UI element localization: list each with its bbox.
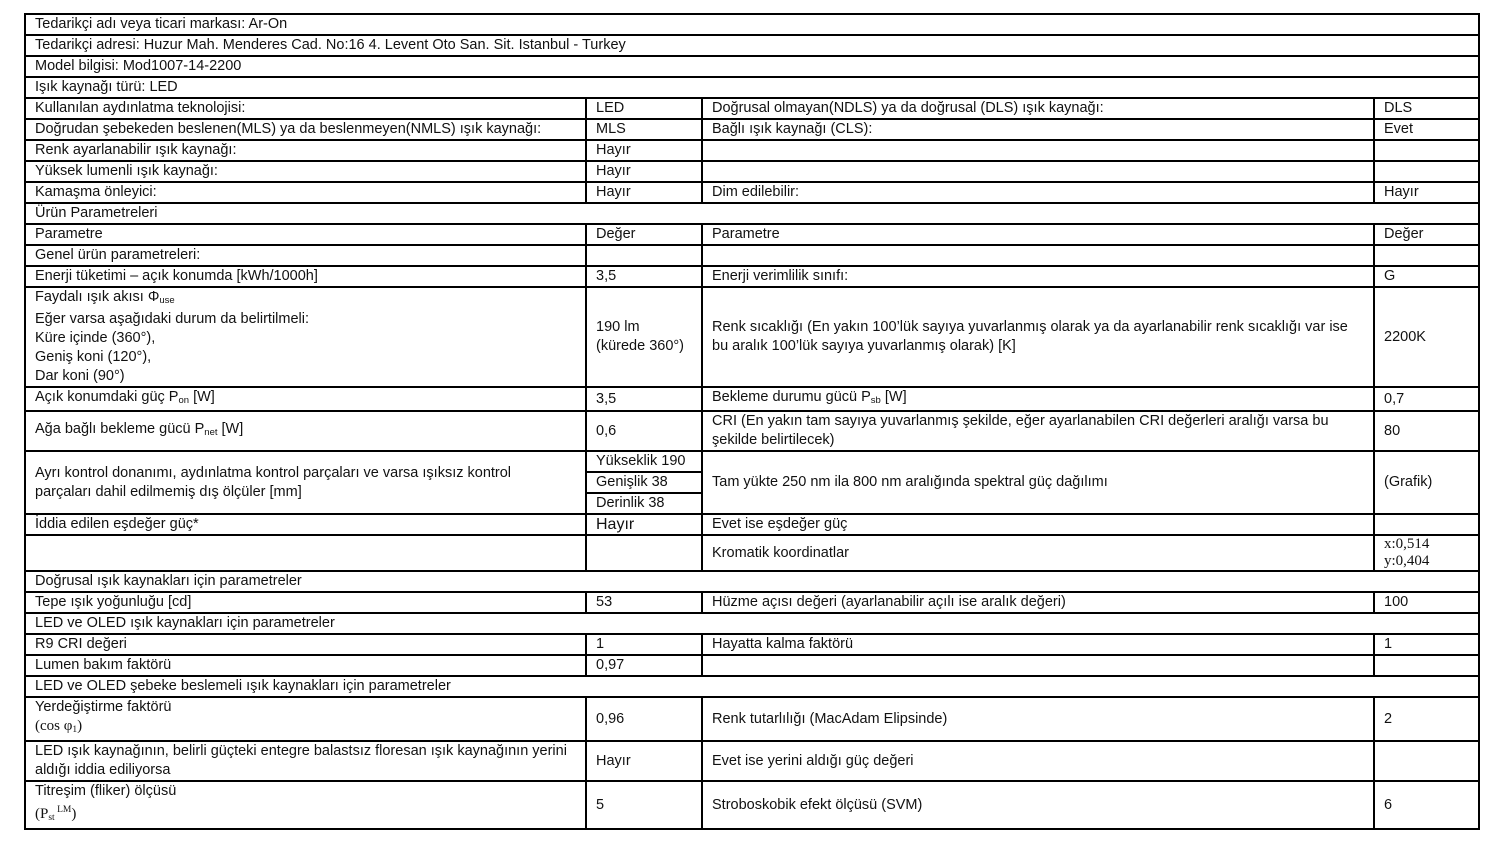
chromaticity-y: y:0,404 xyxy=(1384,553,1430,569)
empty-cell xyxy=(586,245,702,266)
displacement-label-line2 xyxy=(35,717,576,740)
peak-intensity-label: Tepe ışık yoğunluğu [cd] xyxy=(25,592,586,613)
cls-label: Bağlı ışık kaynağı (CLS): xyxy=(702,119,1374,140)
cri-label-line1: CRI (En yakın tam sayıya yuvarlanmış şekilde, eğer ayarlanabilen CRI değerleri aralığı varsa bu xyxy=(712,413,1329,429)
dimensions-label xyxy=(25,451,586,514)
equivalent-power-label: Evet ise eşdeğer güç xyxy=(702,514,1374,535)
lumen-maintenance-row xyxy=(25,655,1479,676)
color-tunable-label: Renk ayarlanabilir ışık kaynağı: xyxy=(25,140,586,161)
product-information-sheet xyxy=(24,13,1480,830)
product-params-title-row xyxy=(25,203,1479,224)
model-row xyxy=(25,56,1479,77)
technology-row xyxy=(25,98,1479,119)
cri-label xyxy=(702,411,1374,451)
displacement-value: 0,96 xyxy=(586,697,702,741)
high-lumen-row xyxy=(25,161,1479,182)
dls-title-row xyxy=(25,571,1479,592)
anti-glare-value: Hayır xyxy=(586,182,702,203)
param-header-value2: Değer xyxy=(1374,224,1479,245)
chromaticity-label: Kromatik koordinatlar xyxy=(702,535,1374,571)
supplier-name-row xyxy=(25,14,1479,35)
energy-row xyxy=(25,266,1479,287)
cri-value: 80 xyxy=(1374,411,1479,451)
param-header-label2: Parametre xyxy=(702,224,1374,245)
on-power-label-sub: on xyxy=(178,395,190,406)
empty-cell xyxy=(25,535,586,571)
r9-label: R9 CRI değeri xyxy=(25,634,586,655)
empty-cell xyxy=(1374,245,1479,266)
lumen-maintenance-label: Lumen bakım faktörü xyxy=(25,655,586,676)
flux-label xyxy=(25,287,586,387)
dimension-height: Yükseklik 190 xyxy=(586,451,702,472)
energy-label: Enerji tüketimi – açık konumda [kWh/1000h] xyxy=(25,266,586,287)
net-standby-label-sub: net xyxy=(204,427,218,438)
flicker-value: 5 xyxy=(586,781,702,829)
empty-cell xyxy=(1374,161,1479,182)
dimensions-label-line1: Ayrı kontrol donanımı, aydınlatma kontrol parçaları ve varsa ışıksız kontrol xyxy=(35,464,512,481)
model-info: Model bilgisi: Mod1007-14-2200 xyxy=(25,56,1479,77)
flux-label-line1: Faydalı ışık akısı Φ xyxy=(35,289,160,305)
cfl-claim-label-line1: LED ışık kaynağının, belirli güçteki entegre balastsız floresan ışık kaynağının yerini xyxy=(35,743,567,759)
displacement-label-line1: Yerdeğiştirme faktörü xyxy=(35,699,172,715)
empty-cell xyxy=(702,140,1374,161)
color-consistency-value: 2 xyxy=(1374,697,1479,741)
standby-power-value: 0,7 xyxy=(1374,387,1479,411)
r9-row xyxy=(25,634,1479,655)
pst-tail: ) xyxy=(71,806,77,822)
on-power-label xyxy=(25,387,586,411)
technology-label: Kullanılan aydınlatma teknolojisi: xyxy=(25,98,586,119)
spectral-label: Tam yükte 250 nm ila 800 nm aralığında spektral güç dağılımı xyxy=(702,451,1374,514)
color-temp-label-line2: bu aralık 100’lük sayıya yuvarlanmış olarak) [K] xyxy=(712,338,1016,354)
led-oled-title-row xyxy=(25,613,1479,634)
displacement-row xyxy=(25,697,1479,741)
flux-label-line4: Geniş koni (120°), xyxy=(35,349,152,365)
mains-row xyxy=(25,119,1479,140)
equivalent-label: İddia edilen eşdeğer güç* xyxy=(25,514,586,535)
survival-factor-label: Hayatta kalma faktörü xyxy=(702,634,1374,655)
supplier-address-row xyxy=(25,35,1479,56)
flicker-label xyxy=(25,781,586,829)
empty-cell xyxy=(1374,514,1479,535)
pst-sup: LM xyxy=(54,805,72,815)
efficiency-class-value: G xyxy=(1374,266,1479,287)
empty-cell xyxy=(702,161,1374,182)
pst-sub: st xyxy=(48,813,55,823)
cfl-claim-value: Hayır xyxy=(586,741,702,781)
empty-cell xyxy=(1374,140,1479,161)
dimensions-row-height xyxy=(25,451,1479,472)
product-params-title: Ürün Parametreleri xyxy=(25,203,1479,224)
light-source-type: Işık kaynağı türü: LED xyxy=(25,77,1479,98)
standby-power-label-tail: [W] xyxy=(880,389,907,405)
pst-text: (P xyxy=(35,806,49,822)
mains-led-title: LED ve OLED şebeke beslemeli ışık kaynakları için parametreler xyxy=(25,676,1479,697)
high-lumen-value: Hayır xyxy=(586,161,702,182)
standby-power-label xyxy=(702,387,1374,411)
dls-label: Doğrusal olmayan(NDLS) ya da doğrusal (DLS) ışık kaynağı: xyxy=(702,98,1374,119)
chromaticity-row xyxy=(25,535,1479,571)
flux-value-line2: (kürede 360°) xyxy=(596,338,685,354)
svm-value: 6 xyxy=(1374,781,1479,829)
dimmable-label: Dim edilebilir: xyxy=(702,182,1374,203)
dls-value: DLS xyxy=(1374,98,1479,119)
flux-label-line2: Eğer varsa aşağıdaki durum da belirtilmeli: xyxy=(35,311,310,327)
flux-label-sub: use xyxy=(159,295,175,306)
cls-value: Evet xyxy=(1374,119,1479,140)
survival-factor-value: 1 xyxy=(1374,634,1479,655)
mains-value: MLS xyxy=(586,119,702,140)
color-consistency-label: Renk tutarlılığı (MacAdam Elipsinde) xyxy=(702,697,1374,741)
empty-cell xyxy=(1374,655,1479,676)
standby-power-label-text: Bekleme durumu gücü P xyxy=(712,389,871,405)
flux-label-line5: Dar koni (90°) xyxy=(35,368,125,384)
dimension-width: Genişlik 38 xyxy=(586,472,702,493)
efficiency-class-label: Enerji verimlilik sınıfı: xyxy=(702,266,1374,287)
net-standby-label-text: Ağa bağlı bekleme gücü P xyxy=(35,421,205,437)
dimensions-label-line2: parçaları dahil edilmemiş dış ölçüler [mm] xyxy=(35,483,302,500)
lumen-maintenance-value: 0,97 xyxy=(586,655,702,676)
chromaticity-value xyxy=(1374,535,1479,571)
energy-value: 3,5 xyxy=(586,266,702,287)
on-power-label-text: Açık konumdaki güç P xyxy=(35,389,179,405)
color-tunable-row xyxy=(25,140,1479,161)
cos-phi-tail: ) xyxy=(77,718,83,734)
flicker-label-line2 xyxy=(35,801,576,828)
cfl-claim-label-line2: aldığı iddia ediliyorsa xyxy=(35,762,171,778)
color-temp-label xyxy=(702,287,1374,387)
net-standby-row xyxy=(25,411,1479,451)
param-header-label: Parametre xyxy=(25,224,586,245)
net-standby-label-tail: [W] xyxy=(217,421,244,437)
flicker-row xyxy=(25,781,1479,829)
led-oled-title: LED ve OLED ışık kaynakları için parametreler xyxy=(25,613,1479,634)
param-header-row xyxy=(25,224,1479,245)
beam-angle-label: Hüzme açısı değeri (ayarlanabilir açılı ise aralık değeri) xyxy=(702,592,1374,613)
svm-label: Stroboskobik efekt ölçüsü (SVM) xyxy=(702,781,1374,829)
mains-led-title-row xyxy=(25,676,1479,697)
net-standby-value: 0,6 xyxy=(586,411,702,451)
flux-value xyxy=(586,287,702,387)
empty-cell xyxy=(1374,741,1479,781)
flux-value-line1: 190 lm xyxy=(596,319,640,335)
color-temp-label-line1: Renk sıcaklığı (En yakın 100’lük sayıya yuvarlanmış olarak ya da ayarlanabilir renk sıcaklığı var ise xyxy=(712,319,1348,335)
cos-phi-text: (cos φ xyxy=(35,718,73,734)
dimmable-value: Hayır xyxy=(1374,182,1479,203)
spectral-value: (Grafik) xyxy=(1374,451,1479,514)
flux-label-line3: Küre içinde (360°), xyxy=(35,330,156,346)
technology-value: LED xyxy=(586,98,702,119)
displacement-label xyxy=(25,697,586,741)
r9-value: 1 xyxy=(586,634,702,655)
cri-label-line2: şekilde belirtilecek) xyxy=(712,432,835,448)
high-lumen-label: Yüksek lumenli ışık kaynağı: xyxy=(25,161,586,182)
empty-cell xyxy=(702,655,1374,676)
on-power-row xyxy=(25,387,1479,411)
equivalent-row xyxy=(25,514,1479,535)
on-power-value: 3,5 xyxy=(586,387,702,411)
chromaticity-x: x:0,514 xyxy=(1384,536,1430,552)
light-source-type-row xyxy=(25,77,1479,98)
beam-angle-value: 100 xyxy=(1374,592,1479,613)
net-standby-label xyxy=(25,411,586,451)
dls-title: Doğrusal ışık kaynakları için parametreler xyxy=(25,571,1479,592)
peak-intensity-value: 53 xyxy=(586,592,702,613)
empty-cell xyxy=(702,245,1374,266)
mains-label: Doğrudan şebekeden beslenen(MLS) ya da beslenmeyen(NMLS) ışık kaynağı: xyxy=(25,119,586,140)
supplier-address: Tedarikçi adresi: Huzur Mah. Menderes Cad. No:16 4. Levent Oto San. Sit. Istanbul - Turkey xyxy=(25,35,1479,56)
anti-glare-row xyxy=(25,182,1479,203)
dimension-depth: Derinlik 38 xyxy=(586,493,702,514)
param-header-value: Değer xyxy=(586,224,702,245)
color-tunable-value: Hayır xyxy=(586,140,702,161)
peak-intensity-row xyxy=(25,592,1479,613)
flicker-label-line1: Titreşim (fliker) ölçüsü xyxy=(35,783,177,799)
color-temp-value: 2200K xyxy=(1374,287,1479,387)
cfl-claim-row xyxy=(25,741,1479,781)
cfl-claim-label xyxy=(25,741,586,781)
empty-cell xyxy=(586,535,702,571)
supplier-name: Tedarikçi adı veya ticari markası: Ar-On xyxy=(25,14,1479,35)
anti-glare-label: Kamaşma önleyici: xyxy=(25,182,586,203)
flux-row xyxy=(25,287,1479,387)
general-title-row xyxy=(25,245,1479,266)
on-power-label-tail: [W] xyxy=(189,389,215,405)
general-title: Genel ürün parametreleri: xyxy=(25,245,586,266)
standby-power-label-sub: sb xyxy=(870,395,881,406)
equivalent-value: Hayır xyxy=(586,514,702,535)
cos-phi-sub: 1 xyxy=(72,725,78,735)
replaced-power-label: Evet ise yerini aldığı güç değeri xyxy=(702,741,1374,781)
